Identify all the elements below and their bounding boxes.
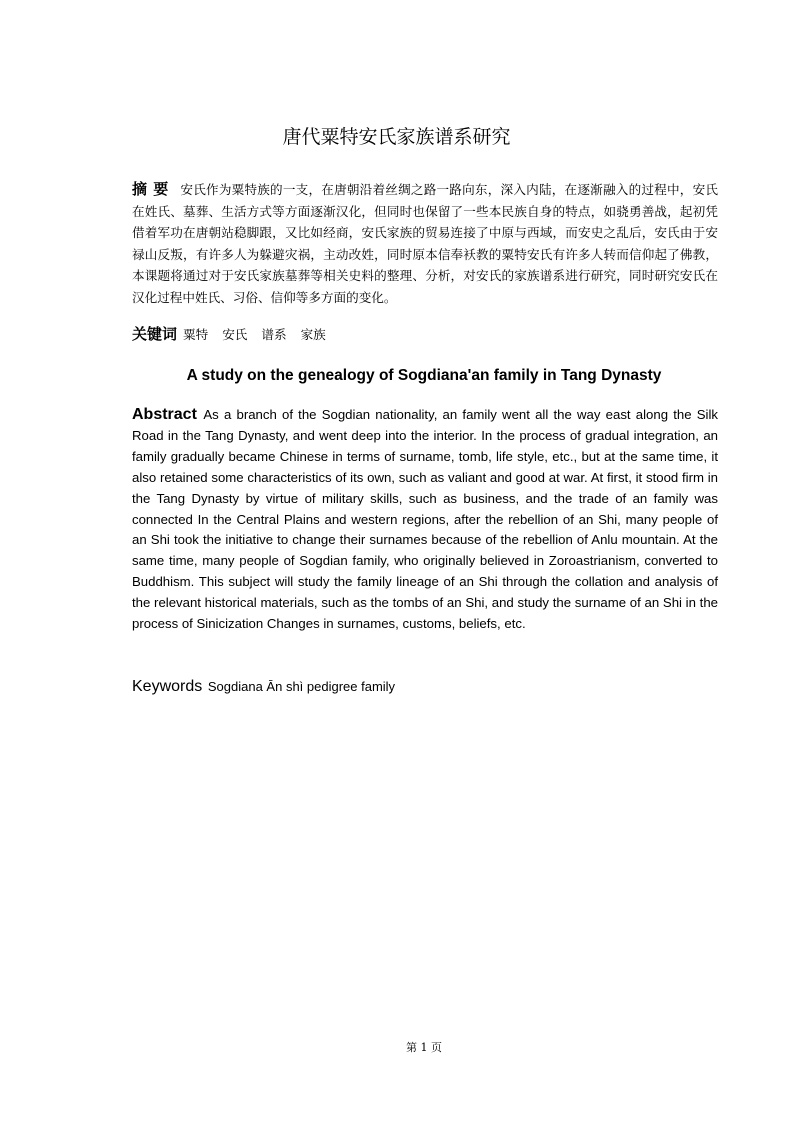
chinese-keyword: 家族 [300, 327, 326, 342]
english-title: A study on the genealogy of Sogdiana'an family in Tang Dynasty [186, 367, 662, 384]
english-abstract [132, 405, 718, 635]
english-abstract-text: As a branch of the Sogdian nationality, an family went all the way east along the Silk Road in the Tang Dynasty, and went deep into the interior. In the process of gradual integration, an family gradually became Chinese in terms of surname, tomb, life style, etc., but at the same time, it also retained some characteristics of its own, such as valiant and good at war. At first, it stood firm in the Tang Dynasty by virtue of military skills, such as business, and the trade of an family was connected In the Central Plains and western regions, after the rebellion of an Shi, many people of an Shi took the initiative to change their surnames because of the rebellion of Anlu mountain. At the same time, many people of Sogdian family, who originally believed in Zoroastrianism, converted to Buddhism. This subject will study the family lineage of an Shi through the collation and analysis of the relevant historical materials, such as the tombs of an Shi, and study the surname of an Shi in the process of Sinicization Changes in surnames, customs, beliefs, etc. [132, 407, 718, 632]
chinese-keyword: 安氏 [222, 327, 248, 342]
page-number: 第 1 页 [406, 1041, 442, 1054]
chinese-abstract [132, 179, 718, 309]
chinese-abstract-text: 安氏作为粟特族的一支，在唐朝沿着丝绸之路一路向东，深入内陆，在逐渐融入的过程中，安氏在姓氏、墓葬、生活方式等方面逐渐汉化，但同时也保留了一些本民族自身的特点，如骁勇善战，起初凭借着军功在唐朝站稳脚跟，又比如经商，安氏家族的贸易连接了中原与西域，而安史之乱后，安氏由于安禄山反叛，有许多人为躲避灾祸，主动改姓，同时原本信奉袄教的粟特安氏有许多人转而信仰起了佛教，本课题将通过对于安氏家族墓葬等相关史料的整理、分析，对安氏的家族谱系进行研究，同时研究安氏在汉化过程中姓氏、习俗、信仰等多方面的变化。 [132, 182, 718, 305]
chinese-keyword: 谱系 [261, 327, 287, 342]
chinese-abstract-label: 摘要 [132, 180, 175, 198]
chinese-keyword: 粟特 [183, 327, 209, 342]
english-keywords-text: Sogdiana Ān shì pedigree family [207, 679, 396, 694]
page-title: 唐代粟特安氏家族谱系研究 [282, 126, 511, 148]
chinese-keywords-label: 关键词 [132, 325, 178, 343]
chinese-keywords [132, 323, 718, 346]
english-keywords-label: Keywords [132, 678, 203, 695]
english-keywords [132, 676, 718, 698]
english-abstract-label: Abstract [132, 406, 197, 423]
